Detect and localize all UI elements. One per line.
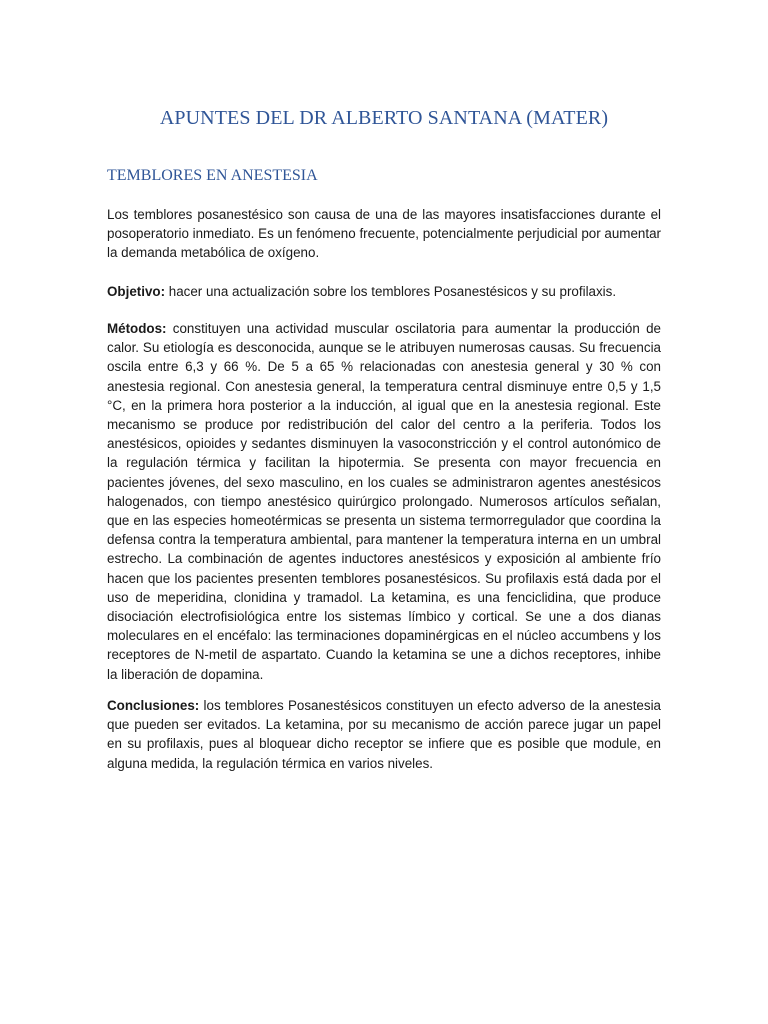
conclusions-paragraph [107, 696, 661, 773]
methods-text: constituyen una actividad muscular oscilatoria para aumentar la producción de calor. Su etiología es desconocida, aunque se le atribuyen numerosas causas. Su frecuencia oscila entre 6,3 y 66 %. De 5 a 65 % relacionadas con anestesia general y 30 % con anestesia regional. Con anestesia general, la temperatura central disminuye entre 0,5 y 1,5 °C, en la primera hora posterior a la inducción, al igual que en la anestesia regional. Este mecanismo se produce por redistribución del calor del centro a la periferia. Todos los anestésicos, opioides y sedantes disminuyen la vasoconstricción y el control autonómico de la regulación térmica y facilitan la hipotermia. Se presenta con mayor frecuencia en pacientes jóvenes, del sexo masculino, en los cuales se administraron agentes anestésicos halogenados, con tiempo anestésico quirúrgico prolongado. Numerosos artículos señalan, que en las especies homeotérmicas se presenta un sistema termorregulador que coordina la defensa contra la temperatura ambiental, para mantener la temperatura interna en un umbral estrecho. La combinación de agentes inductores anestésicos y exposición al ambiente frío hacen que los pacientes presenten temblores posanestésicos. Su profilaxis está dada por el uso de meperidina, clonidina y tramadol. La ketamina, es una fenciclidina, que produce disociación electrofisiológica entre los sistemas límbico y cortical. Se une a dos dianas moleculares en el encéfalo: las terminaciones dopaminérgicas en el núcleo accumbens y los receptores de N-metil de aspartato. Cuando la ketamina se une a dichos receptores, inhibe la liberación de dopamina. [107, 321, 661, 682]
section-heading: TEMBLORES EN ANESTESIA [107, 167, 318, 184]
objective-text: hacer una actualización sobre los temblores Posanestésicos y su profilaxis. [165, 284, 617, 299]
conclusions-text: los temblores Posanestésicos constituyen un efecto adverso de la anestesia que pueden ser evitados. La ketamina, por su mecanismo de acción parece jugar un papel en su profilaxis, pues al bloquear dicho receptor se infiere que es posible que module, en alguna medida, la regulación térmica en varios niveles. [107, 698, 661, 771]
methods-paragraph [107, 319, 661, 684]
objective-label: Objetivo: [107, 284, 166, 299]
intro-paragraph: Los temblores posanestésico son causa de una de las mayores insatisfacciones durante el posoperatorio inmediato. Es un fenómeno frecuente, potencialmente perjudicial por aumentar la demanda metabólica de oxígeno. [107, 207, 661, 261]
conclusions-label: Conclusiones: [107, 698, 200, 713]
methods-label: Métodos: [107, 321, 167, 336]
objective-paragraph [107, 282, 661, 301]
document-title: APUNTES DEL DR ALBERTO SANTANA (MATER) [159, 107, 609, 129]
